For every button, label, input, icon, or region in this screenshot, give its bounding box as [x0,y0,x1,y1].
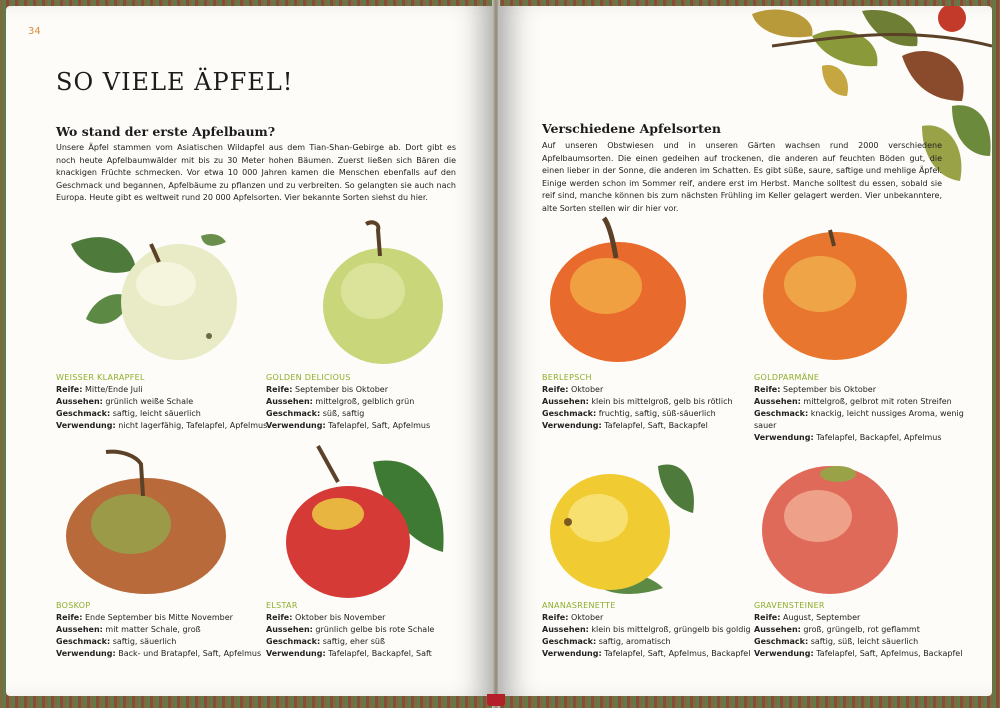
verwendung-label: Verwendung: [754,433,814,442]
apple-name: GRAVENSTEINER [754,601,825,610]
geschmack-label: Geschmack: [542,637,597,646]
aussehen-value: groß, grüngelb, rot geflammt [803,625,920,634]
geschmack-label: Geschmack: [754,637,809,646]
aussehen-value: klein bis mittelgroß, gelb bis rötlich [591,397,733,406]
geschmack-value: süß, saftig [322,409,365,418]
apple-info-golden-delicious [266,372,494,432]
geschmack-value: fruchtig, saftig, süß-säuerlich [598,409,716,418]
aussehen-label: Aussehen: [542,397,589,406]
reife-label: Reife: [542,385,569,394]
verwendung-value: Tafelapfel, Backapfel, Apfelmus [816,433,942,442]
geschmack-value: saftig, leicht säuerlich [112,409,201,418]
apple-info-goldparmaene [754,372,984,444]
section-heading: Wo stand der erste Apfelbaum? [56,124,276,139]
reife-value: Mitte/Ende Juli [84,385,143,394]
verwendung-label: Verwendung: [542,649,602,658]
apple-illustration-gravensteiner [758,458,903,598]
intro-text: Unsere Äpfel stammen vom Asiatischen Wildapfel aus dem Tian-Shan-Gebirge ab. Dort gibt es noch heute Apfelbaumwälder mit bis zu 30 Meter hohen Bäumen. Zuerst ließen sich Bären die knackigen Früchte schmecken. Vor etwa 10 000 Jahren kamen die Menschen ebenfalls auf den Geschmack und begannen, Apfelbäume zu pflanzen und zu verbreiten. So gelangten sie auch nach Europa. Heute gibt es weltweit rund 20 000 Apfelsorten. Vier bekannte Sorten siehst du hier. [56,143,456,203]
verwendung-label: Verwendung: [542,421,602,430]
geschmack-label: Geschmack: [266,409,321,418]
apple-info-gravensteiner [754,600,984,660]
apple-illustration-elstar [278,442,458,602]
verwendung-value: Tafelapfel, Backapfel, Saft [328,649,432,658]
apple-illustration-goldparmaene [760,224,910,364]
apple-info-berlepsch [542,372,772,432]
verwendung-label: Verwendung: [266,421,326,430]
reife-label: Reife: [754,385,781,394]
geschmack-value: saftig, süß, leicht säuerlich [810,637,919,646]
aussehen-label: Aussehen: [754,625,801,634]
aussehen-value: mittelgroß, gelblich grün [315,397,415,406]
reife-value: Oktober [570,385,604,394]
verwendung-value: nicht lagerfähig, Tafelapfel, Apfelmus [118,421,268,430]
apple-name: ANANASRENETTE [542,601,616,610]
bookmark-ribbon[interactable] [487,694,505,706]
apple-name: GOLDEN DELICIOUS [266,373,351,382]
verwendung-value: Back- und Bratapfel, Saft, Apfelmus [118,649,262,658]
verwendung-label: Verwendung: [56,421,116,430]
geschmack-value: saftig, aromatisch [598,637,671,646]
reife-label: Reife: [754,613,781,622]
apple-illustration-weisser-klarapfel [61,224,246,364]
verwendung-value: Tafelapfel, Saft, Backapfel [604,421,708,430]
verwendung-value: Tafelapfel, Saft, Apfelmus, Backapfel [816,649,963,658]
verwendung-value: Tafelapfel, Saft, Apfelmus, Backapfel [604,649,751,658]
reife-label: Reife: [542,613,569,622]
reife-label: Reife: [56,385,83,394]
geschmack-value: saftig, eher süß [322,637,386,646]
section-heading: Verschiedene Apfelsorten [542,121,721,136]
aussehen-value: mittelgroß, gelbrot mit roten Streifen [803,397,952,406]
reife-label: Reife: [56,613,83,622]
apple-illustration-boskop [61,446,231,596]
aussehen-label: Aussehen: [266,397,313,406]
reife-value: Ende September bis Mitte November [84,613,233,622]
reife-value: Oktober bis November [294,613,386,622]
verwendung-label: Verwendung: [56,649,116,658]
reife-label: Reife: [266,613,293,622]
apple-name: BOSKOP [56,601,91,610]
right-page [498,6,992,696]
apple-name: BERLEPSCH [542,373,592,382]
aussehen-value: grünlich gelbe bis rote Schale [315,625,435,634]
reife-value: September bis Oktober [294,385,389,394]
left-page [6,6,494,696]
aussehen-value: mit matter Schale, groß [105,625,201,634]
verwendung-label: Verwendung: [266,649,326,658]
apple-name: GOLDPARMÄNE [754,373,820,382]
apple-info-boskop [56,600,286,660]
reife-label: Reife: [266,385,293,394]
apple-name: WEISSER KLARAPFEL [56,373,145,382]
apple-info-ananasrenette [542,600,772,660]
apple-info-elstar [266,600,494,660]
reife-value: Oktober [570,613,604,622]
apple-info-weisser-klarapfel [56,372,286,432]
aussehen-label: Aussehen: [56,397,103,406]
page-number: 34 [28,26,41,37]
reife-value: September bis Oktober [782,385,877,394]
geschmack-label: Geschmack: [754,409,809,418]
intro-text: Auf unseren Obstwiesen und in unseren Gärten wachsen rund 2000 verschiedene Apfelbaumsorten. Die einen gedeihen auf trockenen, die anderen auf feuchten Böden gut, die einen lieber in der Sonne, die anderen im Schatten. Es gibt süße, saure, saftige und mehlige Äpfel. Einige werden schon im Sommer reif, andere erst im Herbst. Manche solltest du essen, sobald sie reif sind, manche können bis zum nächsten Frühling im Keller gelagert werden. Vier unbekanntere, alte Sorten stellen wir dir hier vor. [542,141,942,213]
verwendung-label: Verwendung: [754,649,814,658]
geschmack-label: Geschmack: [56,409,111,418]
page-title: SO VIELE ÄPFEL! [56,68,294,96]
apple-name: ELSTAR [266,601,298,610]
aussehen-value: grünlich weiße Schale [105,397,194,406]
apple-illustration-berlepsch [546,216,691,366]
geschmack-label: Geschmack: [542,409,597,418]
geschmack-value: saftig, säuerlich [112,637,177,646]
apple-illustration-golden-delicious [318,216,448,366]
geschmack-label: Geschmack: [56,637,111,646]
aussehen-label: Aussehen: [56,625,103,634]
reife-value: August, September [782,613,861,622]
geschmack-label: Geschmack: [266,637,321,646]
aussehen-value: klein bis mittelgroß, grüngelb bis goldig [591,625,751,634]
aussehen-label: Aussehen: [754,397,801,406]
apple-illustration-ananasrenette [548,458,708,598]
verwendung-value: Tafelapfel, Saft, Apfelmus [328,421,431,430]
aussehen-label: Aussehen: [266,625,313,634]
geschmack-value: knackig, leicht nussiges Aroma, wenig sauer [754,409,964,430]
aussehen-label: Aussehen: [542,625,589,634]
